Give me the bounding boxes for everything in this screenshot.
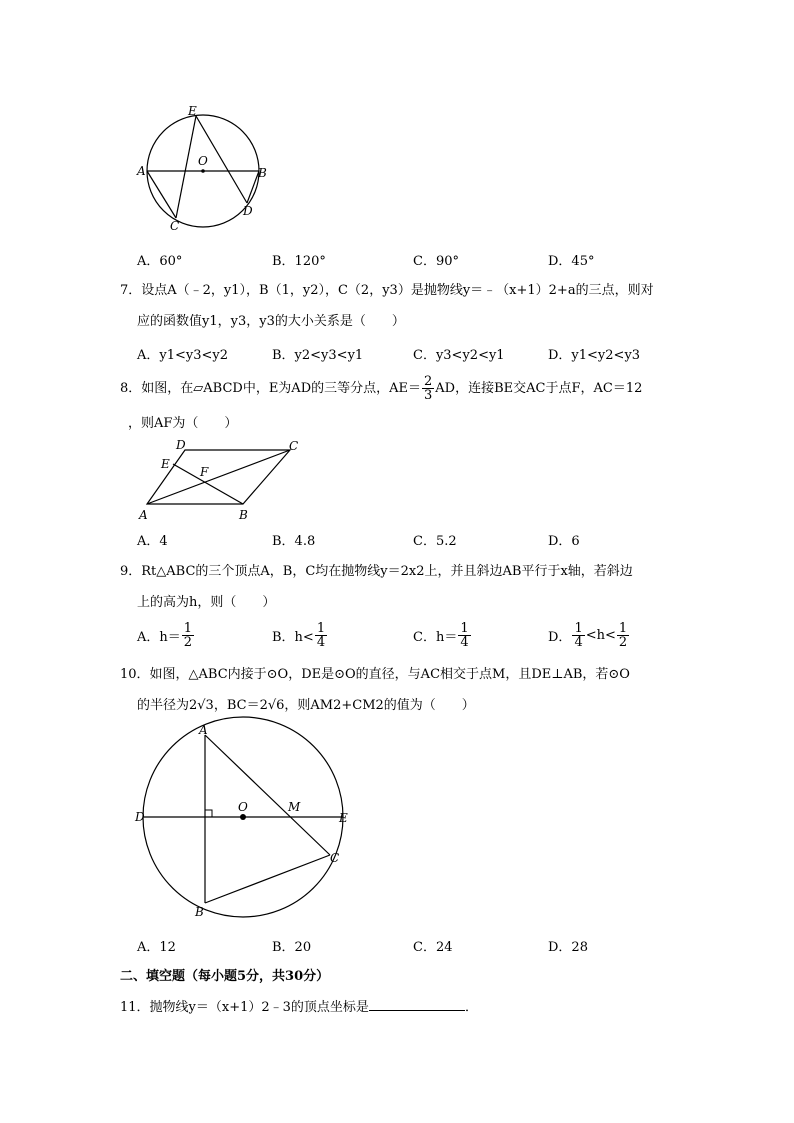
label-o: O bbox=[198, 154, 208, 168]
q9-c-den: 4 bbox=[460, 635, 469, 650]
q7-option-b: B．y2<y3<y1 bbox=[272, 348, 364, 363]
label-b: B bbox=[258, 166, 267, 180]
q9-c-num: 1 bbox=[460, 621, 469, 636]
q10-option-d: D．28 bbox=[548, 940, 588, 955]
q9-d-num1: 1 bbox=[574, 621, 583, 636]
q9-d-den1: 4 bbox=[574, 635, 583, 650]
q11-period: ． bbox=[464, 1000, 478, 1015]
q11 bbox=[120, 998, 478, 1017]
q7-option-c: C．y3<y2<y1 bbox=[413, 348, 505, 363]
q8-option-c: C．5.2 bbox=[413, 534, 457, 549]
q6-option-d: D．45° bbox=[548, 254, 595, 269]
q7-line1: 7．设点A（﹣2，y1），B（1，y2），C（2，y3）是抛物线y＝﹣（x+1）2+a的三点，则对 bbox=[120, 283, 654, 298]
q6-option-b: B．120° bbox=[272, 254, 326, 269]
q9-option-b bbox=[272, 622, 328, 649]
q8-option-a: A．4 bbox=[137, 534, 168, 549]
q10-line1: 10．如图，△ABC内接于⊙O，DE是⊙O的直径，与AC相交于点M，且DE⊥AB，若⊙O bbox=[120, 667, 630, 682]
q7-line2: 应的函数值y1，y3，y3的大小关系是（ ） bbox=[137, 314, 405, 329]
label-e: E bbox=[188, 104, 197, 118]
label-c: C bbox=[289, 439, 299, 453]
q9-a-num: 1 bbox=[183, 621, 193, 636]
label-a: A bbox=[199, 723, 208, 737]
center-point bbox=[201, 169, 205, 173]
label-d: D bbox=[176, 438, 186, 452]
right-angle-mark bbox=[205, 810, 212, 817]
q8-frac-den: 3 bbox=[424, 388, 433, 403]
label-a: A bbox=[139, 508, 148, 522]
q10-option-c: C．24 bbox=[413, 940, 453, 955]
q8-fraction bbox=[422, 375, 434, 402]
section-heading: 二、填空题（每小题5分，共30分） bbox=[120, 969, 330, 984]
q8-option-d: D．6 bbox=[548, 534, 580, 549]
label-c: C bbox=[170, 219, 180, 233]
q8-option-b: B．4.8 bbox=[272, 534, 316, 549]
label-a: A bbox=[137, 164, 146, 178]
q9-a-fraction bbox=[182, 622, 194, 649]
parallelogram-figure-q8 bbox=[135, 436, 335, 526]
q10-option-b: B．20 bbox=[272, 940, 312, 955]
q7-option-a: A．y1<y3<y2 bbox=[137, 348, 229, 363]
q9-option-c bbox=[413, 622, 472, 649]
q8-frac-num: 2 bbox=[424, 374, 433, 389]
segment-ac bbox=[205, 735, 330, 855]
q8-line1-start: 8．如图，在▱ABCD中，E为AD的三等分点，AE＝ bbox=[120, 381, 421, 396]
q9-b-prefix: B．h< bbox=[272, 630, 314, 645]
q9-d-fraction-2 bbox=[617, 622, 629, 649]
q8-line1 bbox=[120, 375, 642, 402]
segment-ac bbox=[147, 171, 176, 218]
label-d: D bbox=[135, 810, 145, 824]
q9-a-den: 2 bbox=[183, 635, 193, 650]
label-m: M bbox=[288, 800, 301, 814]
q9-line2: 上的高为h，则（ ） bbox=[137, 595, 276, 610]
label-b: B bbox=[239, 508, 248, 522]
q9-d-num2: 1 bbox=[618, 621, 628, 636]
q9-b-den: 4 bbox=[316, 635, 326, 650]
q9-d-fraction-1 bbox=[572, 622, 584, 649]
q7-option-d: D．y1<y2<y3 bbox=[548, 348, 641, 363]
segment-bc bbox=[205, 855, 330, 903]
label-o: O bbox=[238, 800, 248, 814]
label-c: C bbox=[330, 851, 340, 865]
q9-b-num: 1 bbox=[316, 621, 326, 636]
q10-line2: 的半径为2√3，BC＝2√6，则AM2+CM2的值为（ ） bbox=[137, 698, 475, 713]
q9-d-den2: 2 bbox=[618, 635, 628, 650]
q9-option-d bbox=[548, 622, 630, 649]
label-b: B bbox=[195, 905, 204, 919]
label-e: E bbox=[161, 457, 170, 471]
q9-c-prefix: C．h＝ bbox=[413, 630, 458, 645]
q6-option-a: A．60° bbox=[137, 254, 183, 269]
center-point bbox=[240, 814, 246, 820]
label-e: E bbox=[339, 811, 348, 825]
q9-d-prefix: D． bbox=[548, 630, 572, 645]
q6-option-c: C．90° bbox=[413, 254, 459, 269]
q10-option-a: A．12 bbox=[137, 940, 176, 955]
q9-line1: 9．Rt△ABC的三个顶点A，B，C均在抛物线y＝2x2上，并且斜边AB平行于x轴，若斜边 bbox=[120, 564, 633, 579]
q9-option-a bbox=[137, 622, 195, 649]
segment-ec bbox=[176, 116, 196, 218]
q9-a-prefix: A．h＝ bbox=[137, 630, 181, 645]
q8-line2: ，则AF为（ ） bbox=[128, 416, 238, 431]
label-d: D bbox=[243, 204, 253, 218]
q11-answer-blank[interactable] bbox=[369, 998, 465, 1011]
circle-figure-q6 bbox=[130, 100, 270, 233]
label-f: F bbox=[200, 465, 209, 479]
q11-text: 11．抛物线y＝（x+1）2﹣3的顶点坐标是 bbox=[120, 1000, 369, 1015]
q9-d-mid: <h< bbox=[585, 628, 616, 643]
q9-c-fraction bbox=[458, 622, 470, 649]
q8-line1-end: AD，连接BE交AC于点F，AC＝12 bbox=[435, 381, 643, 396]
circle-figure-q10 bbox=[135, 722, 365, 922]
q9-b-fraction bbox=[315, 622, 327, 649]
